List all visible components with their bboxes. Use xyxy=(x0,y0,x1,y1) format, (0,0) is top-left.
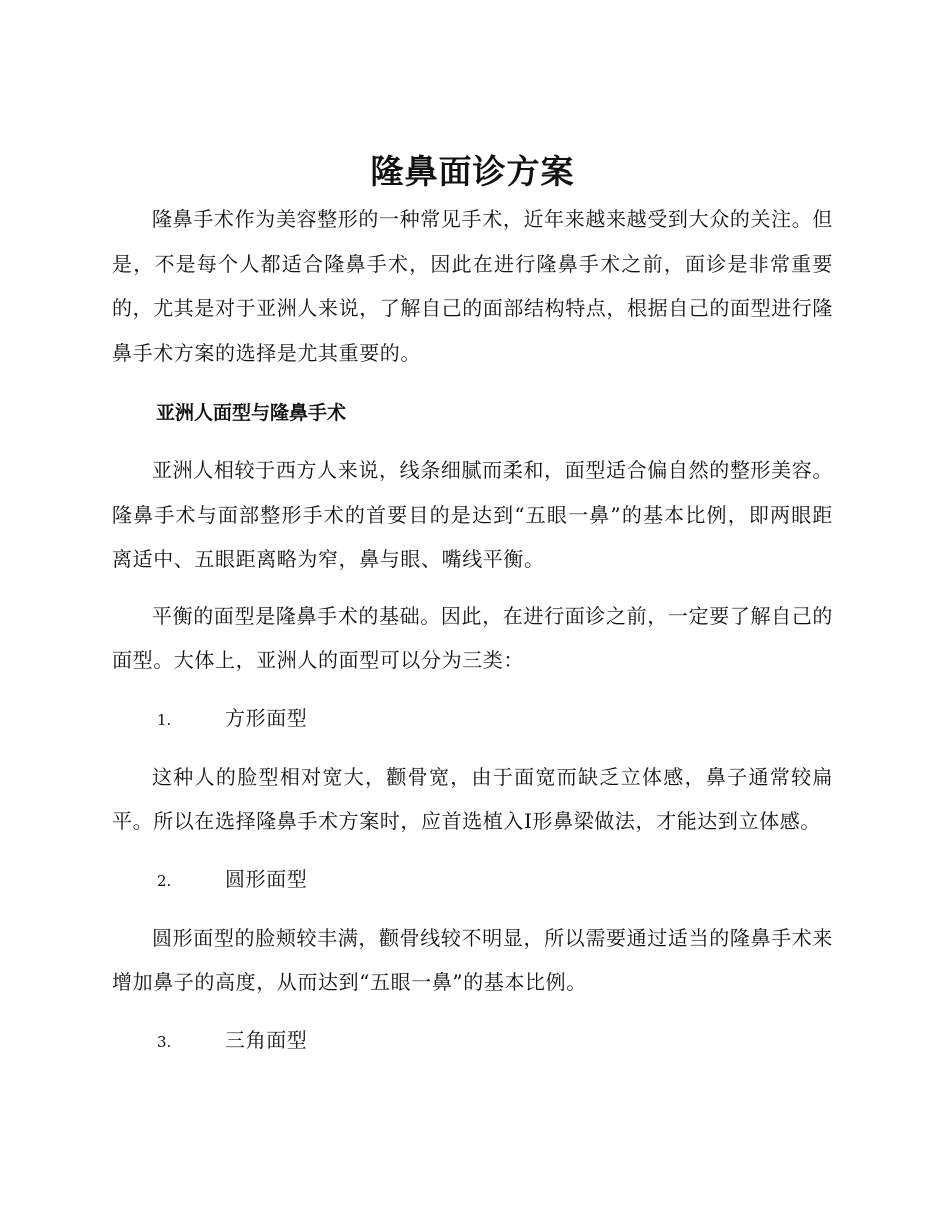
list-item-number: 2. xyxy=(157,871,172,890)
paragraph-face-proportion: 亚洲人相较于西方人来说，线条细腻而柔和，面型适合偏自然的整形美容。隆鼻手术与面部整形手术的首要目的是达到“五眼一鼻”的基本比例，即两眼距离适中、五眼距离略为窄，鼻与眼、嘴线平衡。 xyxy=(112,458,833,571)
list-item-square-face xyxy=(157,696,833,742)
list-item-number: 3. xyxy=(157,1032,172,1051)
paragraph-square-face: 这种人的脸型相对宽大，颧骨宽，由于面宽而缺乏立体感，鼻子通常较扁平。所以在选择隆鼻手术方案时，应首选植入Ⅰ形鼻梁做法，才能达到立体感。 xyxy=(112,764,833,833)
paragraph-round-face: 圆形面型的脸颊较丰满，颧骨线较不明显，所以需要通过适当的隆鼻手术来增加鼻子的高度，从而达到“五眼一鼻”的基本比例。 xyxy=(112,925,833,994)
intro-paragraph: 隆鼻手术作为美容整形的一种常见手术，近年来越来越受到大众的关注。但是，不是每个人都适合隆鼻手术，因此在进行隆鼻手术之前，面诊是非常重要的，尤其是对于亚洲人来说，了解自己的面部结构特点，根据自己的面型进行隆鼻手术方案的选择是尤其重要的。 xyxy=(112,207,833,365)
list-item-label: 圆形面型 xyxy=(225,866,308,891)
list-item-label: 三角面型 xyxy=(225,1027,308,1052)
section-heading: 亚洲人面型与隆鼻手术 xyxy=(156,402,347,424)
list-item-triangle-face xyxy=(157,1018,833,1064)
paragraph-face-types-intro: 平衡的面型是隆鼻手术的基础。因此，在进行面诊之前，一定要了解自己的面型。大体上，亚洲人的面型可以分为三类： xyxy=(112,603,833,672)
list-item-number: 1. xyxy=(157,710,172,729)
document-title: 隆鼻面诊方案 xyxy=(370,152,575,191)
list-item-label: 方形面型 xyxy=(225,705,308,730)
list-item-round-face xyxy=(157,857,833,903)
